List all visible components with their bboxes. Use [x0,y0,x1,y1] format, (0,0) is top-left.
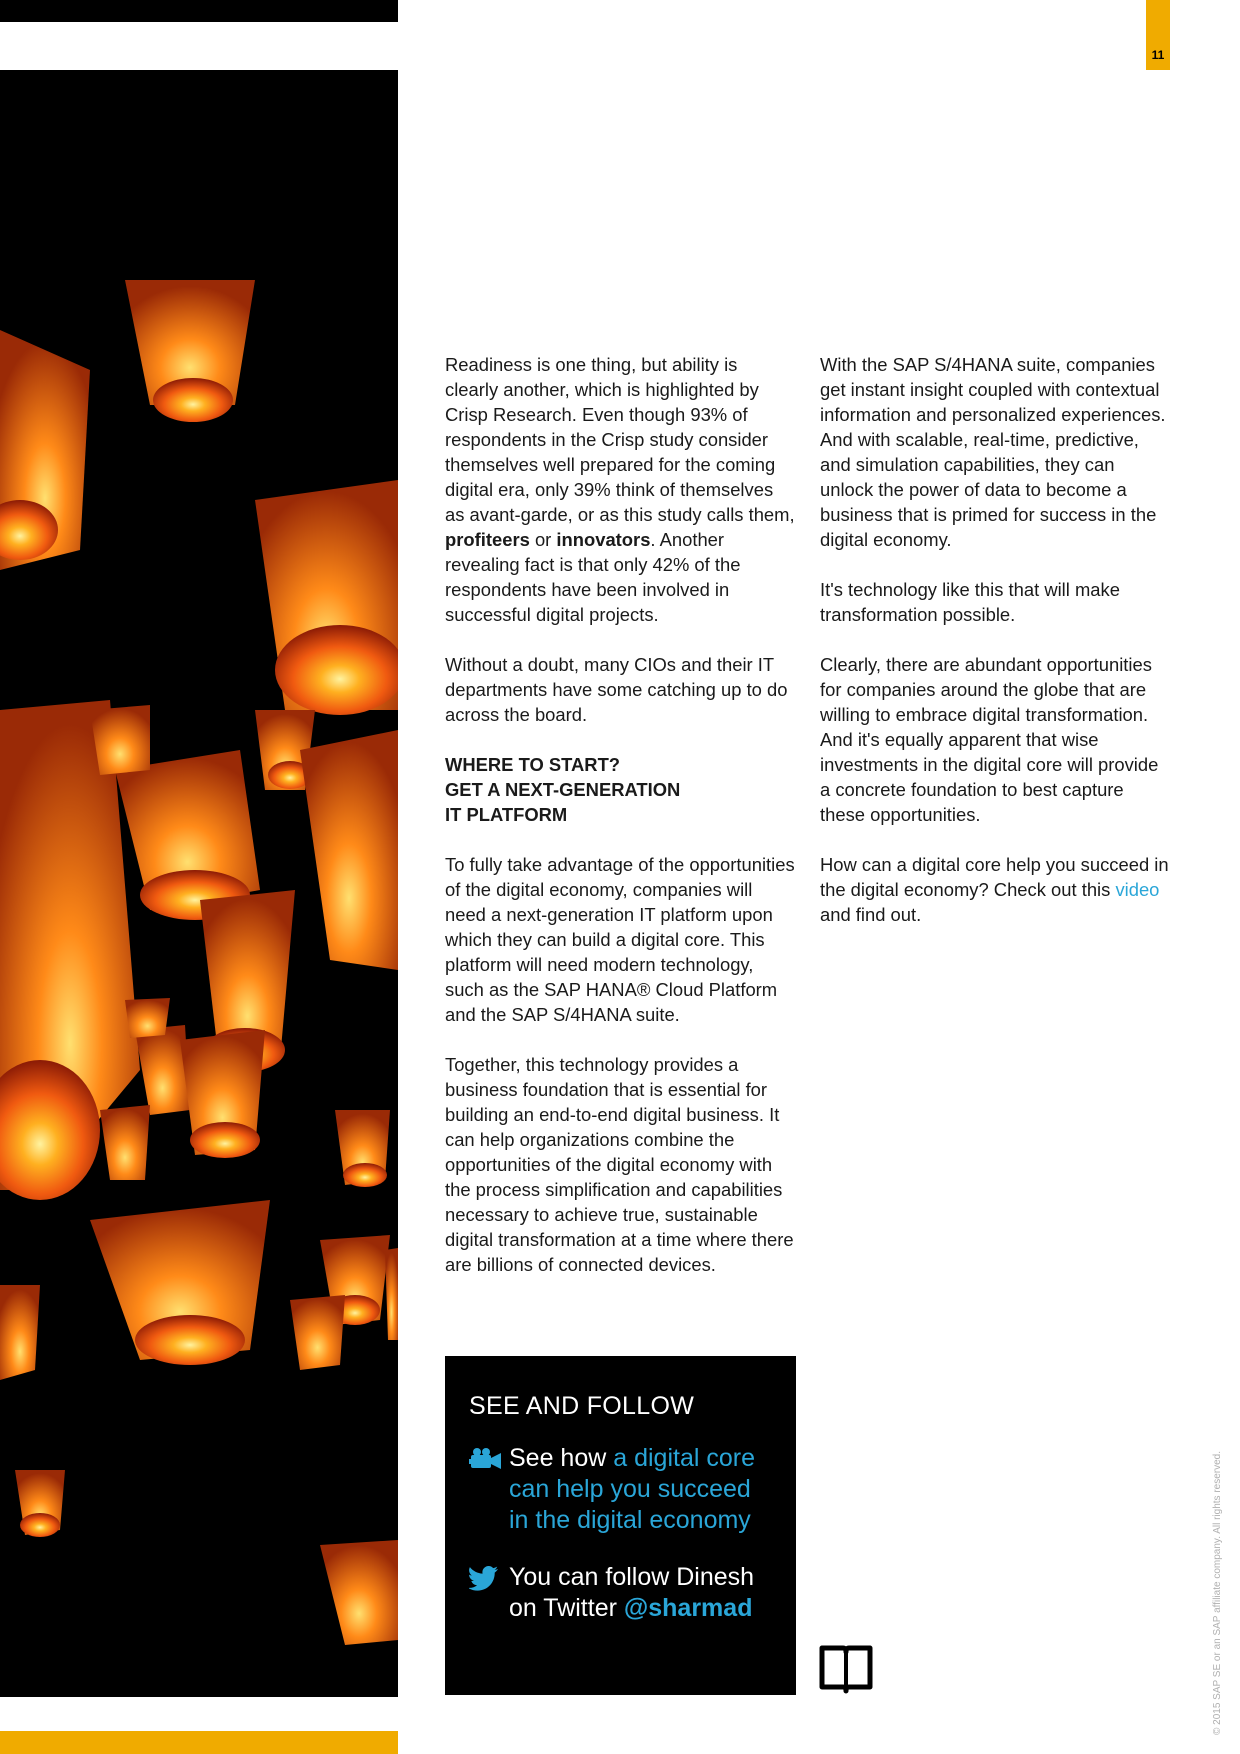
twitter-text [509,1562,772,1624]
book-icon[interactable] [819,1643,873,1695]
text-run: and find out. [820,904,922,925]
twitter-handle-link[interactable]: @sharmad [623,1594,753,1622]
text-run: . Another revealing fact is that only 42% of the respondents have been involved in successful digital projects. [445,529,741,625]
follow-box-title: SEE AND FOLLOW [469,1392,695,1420]
top-black-bar [0,0,398,22]
text-run: See how [509,1444,614,1472]
video-text [509,1443,772,1536]
bottom-accent-bar [0,1731,398,1754]
right-text-column [820,352,1170,952]
copyright-notice: © 2015 SAP SE or an SAP affiliate company. All rights reserved. [1212,1450,1223,1735]
left-text-column [445,352,795,1302]
text-run: Readiness is one thing, but ability is clearly another, which is highlighted by Crisp Research. Even though 93% of respondents in the Crisp study consider themselves well prepared for the coming digital era, only 39% think of themselves as avant-garde, or as this study calls them, [445,354,795,525]
video-row [469,1443,772,1536]
heading-line: IT PLATFORM [445,804,568,825]
heading-line: WHERE TO START? [445,754,621,775]
paragraph-transformation: It's technology like this that will make transformation possible. [820,579,1120,625]
paragraph-video-cta [820,852,1170,927]
section-heading [445,752,795,827]
video-link[interactable]: video [1115,879,1160,900]
lanterns-photo [0,70,398,1697]
video-camera-icon [469,1443,509,1476]
paragraph-opportunities: Clearly, there are abundant opportunities for companies around the globe that are willing to embrace digital transformation. And it's equally apparent that wise investments in the digital core will provide a concrete foundation to best capture these opportunities. [820,654,1159,825]
digital-core-video-link[interactable]: a digital core can help you succeed in the digital economy [509,1444,755,1534]
twitter-row [469,1562,772,1624]
twitter-bird-icon [469,1562,509,1597]
see-and-follow-box [445,1356,796,1695]
bold-term-innovators: innovators [556,529,651,550]
paragraph-readiness [445,352,795,627]
paragraph-foundation: Together, this technology provides a business foundation that is essential for building an end-to-end digital business. It can help organizations combine the opportunities of the digital economy with the process simplification and capabilities necessary to achieve true, sustainable digital transformation at a time where there are billions of connected devices. [445,1054,794,1275]
lanterns-illustration [0,70,398,1697]
bold-term-profiteers: profiteers [445,529,530,550]
paragraph-s4hana: With the SAP S/4HANA suite, companies get instant insight coupled with contextual information and personalized experiences. And with scalable, real-time, predictive, and simulation capabilities, they can unlock the power of data to become a business that is primed for success in the digital economy. [820,354,1166,550]
text-run: or [529,529,557,550]
text-run: How can a digital core help you succeed in the digital economy? Check out this [820,854,1169,900]
paragraph-platform: To fully take advantage of the opportunities of the digital economy, companies will need a next-generation IT platform upon which they can build a digital core. This platform will need modern technology, such as the SAP HANA® Cloud Platform and the SAP S/4HANA suite. [445,854,795,1025]
paragraph-cios: Without a doubt, many CIOs and their IT departments have some catching up to do across the board. [445,654,788,725]
page-number: 11 [1151,48,1165,62]
heading-line: GET A NEXT-GENERATION [445,779,681,800]
page-number-tab [1146,0,1170,70]
text-run: You can follow Dinesh on Twitter [509,1563,755,1622]
